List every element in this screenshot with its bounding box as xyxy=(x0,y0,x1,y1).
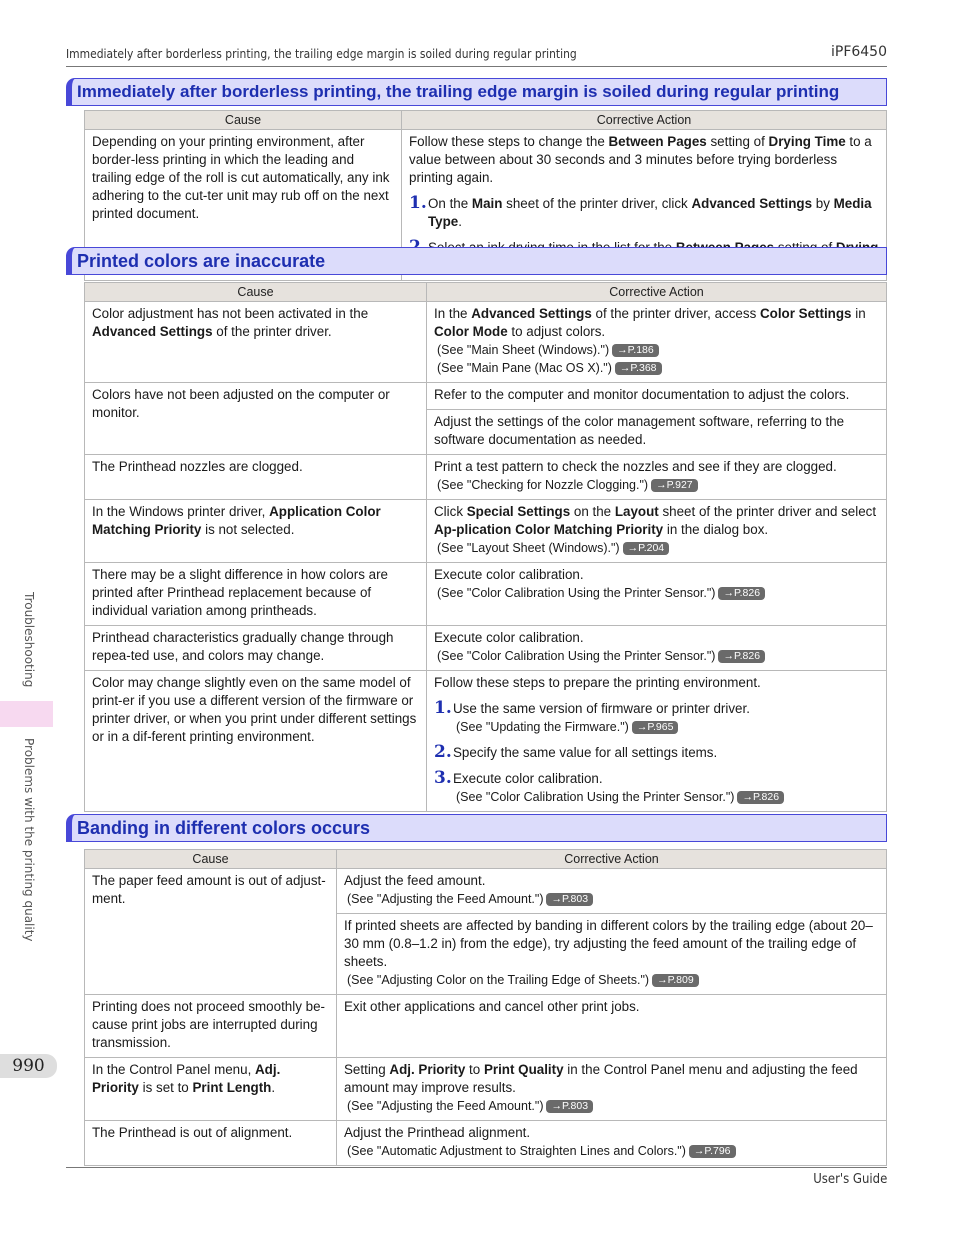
page-link-badge[interactable]: →P.368 xyxy=(615,362,662,375)
table-header-row xyxy=(85,850,887,869)
table-row xyxy=(85,671,887,812)
step-number: 2. xyxy=(434,742,452,762)
page-link-badge[interactable]: →P.803 xyxy=(546,893,593,906)
running-header xyxy=(66,44,887,64)
action-cell: Print a test pattern to check the nozzles and see if they are clogged. (See "Checking for Nozzle Clogging.") →P.927 xyxy=(427,455,887,500)
section-title-trailing-edge-soiled: Immediately after borderless printing, the trailing edge margin is soiled during regular printing xyxy=(66,78,887,106)
step-3: 3. Execute color calibration. (See "Color Calibration Using the Printer Sensor.") →P.826 xyxy=(434,768,879,806)
step-number: 1. xyxy=(409,193,427,213)
page-link-badge[interactable]: →P.809 xyxy=(652,974,699,987)
footer-guide-title: User's Guide xyxy=(812,1172,887,1187)
table-row xyxy=(85,995,887,1058)
column-header-cause: Cause xyxy=(85,850,337,869)
table-header-row xyxy=(85,111,887,130)
reference-link[interactable]: (See "Color Calibration Using the Printer Sensor.") →P.826 xyxy=(453,788,879,806)
reference-link[interactable]: (See "Color Calibration Using the Printer Sensor.") →P.826 xyxy=(434,647,879,665)
action-cell: Click Special Settings on the Layout sheet of the printer driver and select Ap-plication Color Matching Priority in the dialog box. (See "Layout Sheet (Windows).") →P.204 xyxy=(427,500,887,563)
column-header-action: Corrective Action xyxy=(427,283,887,302)
model-name: iPF6450 xyxy=(830,44,887,60)
table-printed-colors-inaccurate xyxy=(84,282,887,812)
step-1: 1. Use the same version of firmware or printer driver. (See "Updating the Firmware.") →P.965 xyxy=(434,698,879,736)
reference-link[interactable]: (See "Adjusting the Feed Amount.") →P.803 xyxy=(344,890,879,908)
cause-cell: Colors have not been adjusted on the computer or monitor. xyxy=(85,383,427,455)
page-number: 990 xyxy=(0,1054,57,1078)
page-link-badge[interactable]: →P.927 xyxy=(651,479,698,492)
table-row xyxy=(85,1121,887,1166)
table-row xyxy=(85,869,887,914)
action-intro: Follow these steps to change the Between Pages setting of Drying Time to a value between about 30 seconds and 3 minutes before trying borderless printing again. xyxy=(409,134,872,185)
action-cell: Execute color calibration. (See "Color Calibration Using the Printer Sensor.") →P.826 xyxy=(427,626,887,671)
cause-cell: The Printhead nozzles are clogged. xyxy=(85,455,427,500)
action-cell: Execute color calibration. (See "Color Calibration Using the Printer Sensor.") →P.826 xyxy=(427,563,887,626)
column-header-action: Corrective Action xyxy=(337,850,887,869)
page-link-badge[interactable]: →P.826 xyxy=(718,650,765,663)
reference-link[interactable]: (See "Main Sheet (Windows).") →P.186 xyxy=(434,341,879,359)
column-header-cause: Cause xyxy=(85,283,427,302)
action-cell: Refer to the computer and monitor documentation to adjust the colors. xyxy=(427,383,887,410)
cause-cell: Printhead characteristics gradually change through repea-ted use, and colors may change. xyxy=(85,626,427,671)
cause-cell: There may be a slight difference in how colors are printed after Printhead replacement because of individual variation among printheads. xyxy=(85,563,427,626)
action-cell: Exit other applications and cancel other print jobs. xyxy=(337,995,887,1058)
table-header-row xyxy=(85,283,887,302)
section-title-printed-colors-inaccurate: Printed colors are inaccurate xyxy=(66,247,887,275)
action-cell: Adjust the Printhead alignment. (See "Automatic Adjustment to Straighten Lines and Colors.") →P.796 xyxy=(337,1121,887,1166)
page-link-badge[interactable]: →P.204 xyxy=(623,542,670,555)
action-cell: Adjust the settings of the color management software, referring to the software documentation as needed. xyxy=(427,410,887,455)
action-cell: Setting Adj. Priority to Print Quality in the Control Panel menu and adjusting the feed amount may improve results. (See "Adjusting the Feed Amount.") →P.803 xyxy=(337,1058,887,1121)
action-cell: In the Advanced Settings of the printer driver, access Color Settings in Color Mode to adjust colors. (See "Main Sheet (Windows).") →P.186 (See "Main Pane (Mac OS X).") →P.368 xyxy=(427,302,887,383)
reference-link[interactable]: (See "Layout Sheet (Windows).") →P.204 xyxy=(434,539,879,557)
page-link-badge[interactable]: →P.826 xyxy=(718,587,765,600)
column-header-action: Corrective Action xyxy=(402,111,887,130)
action-cell: If printed sheets are affected by banding in different colors by the trailing edge (about 20–30 mm (0.8–1.2 in) from the edge), try adjusting the feed amount of the trailing edge of sheets. (See "Adjusting Color on the Trailing Edge of Sheets.") →P.809 xyxy=(337,914,887,995)
cause-cell: Printing does not proceed smoothly be-cause print jobs are interrupted during transmission. xyxy=(85,995,337,1058)
step-number: 1. xyxy=(434,698,452,718)
table-row xyxy=(85,383,887,410)
page-link-badge[interactable]: →P.186 xyxy=(612,344,659,357)
cause-cell: Color may change slightly even on the same model of print-er if you use a different version of the firmware or printer driver, or when you print under different settings or in a dif-ferent printing environment. xyxy=(85,671,427,812)
table-row xyxy=(85,455,887,500)
reference-link[interactable]: (See "Checking for Nozzle Clogging.") →P.927 xyxy=(434,476,879,494)
table-row xyxy=(85,563,887,626)
column-header-cause: Cause xyxy=(85,111,402,130)
side-section-label: Problems with the printing quality xyxy=(22,738,36,942)
reference-link[interactable]: (See "Adjusting Color on the Trailing Edge of Sheets.") →P.809 xyxy=(344,971,879,989)
side-chapter-label: Troubleshooting xyxy=(22,592,36,688)
cause-cell: Color adjustment has not been activated in the Advanced Settings of the printer driver. xyxy=(85,302,427,383)
reference-link[interactable]: (See "Color Calibration Using the Printer Sensor.") →P.826 xyxy=(434,584,879,602)
cause-cell: In the Control Panel menu, Adj. Priority is set to Print Length. xyxy=(85,1058,337,1121)
action-intro: Follow these steps to prepare the printing environment. xyxy=(434,675,761,690)
table-row xyxy=(85,302,887,383)
page-link-badge[interactable]: →P.796 xyxy=(689,1145,736,1158)
step-1: 1. On the Main sheet of the printer driver, click Advanced Settings by Media Type. xyxy=(409,193,872,229)
table-row xyxy=(85,500,887,563)
action-cell xyxy=(427,671,887,812)
section-title-banding-colors: Banding in different colors occurs xyxy=(66,814,887,842)
running-title: Immediately after borderless printing, the trailing edge margin is soiled during regular printing xyxy=(66,46,577,61)
side-chapter-tab xyxy=(0,701,53,727)
page-link-badge[interactable]: →P.965 xyxy=(632,721,679,734)
cause-cell: The paper feed amount is out of adjust-ment. xyxy=(85,869,337,995)
cause-cell: In the Windows printer driver, Application Color Matching Priority is not selected. xyxy=(85,500,427,563)
reference-link[interactable]: (See "Updating the Firmware.") →P.965 xyxy=(453,718,879,736)
footer-rule xyxy=(66,1167,887,1168)
step-number: 3. xyxy=(434,768,452,788)
page-link-badge[interactable]: →P.826 xyxy=(737,791,784,804)
reference-link[interactable]: (See "Adjusting the Feed Amount.") →P.803 xyxy=(344,1097,879,1115)
page-link-badge[interactable]: →P.803 xyxy=(546,1100,593,1113)
reference-link[interactable]: (See "Main Pane (Mac OS X).") →P.368 xyxy=(434,359,879,377)
table-row xyxy=(85,626,887,671)
table-row xyxy=(85,1058,887,1121)
action-cell: Adjust the feed amount. (See "Adjusting the Feed Amount.") →P.803 xyxy=(337,869,887,914)
step-2: 2. Specify the same value for all settings items. xyxy=(434,742,718,762)
header-rule xyxy=(66,66,887,67)
cause-cell: The Printhead is out of alignment. xyxy=(85,1121,337,1166)
reference-link[interactable]: (See "Automatic Adjustment to Straighten Lines and Colors.") →P.796 xyxy=(344,1142,879,1160)
cause-cell: Depending on your printing environment, after border-less printing in which the leading and trailing edge of the roll is cut automatically, any ink adhering to the cut-ter unit may rub off on the next printed document. xyxy=(85,130,402,281)
table-banding-colors xyxy=(84,849,887,1166)
